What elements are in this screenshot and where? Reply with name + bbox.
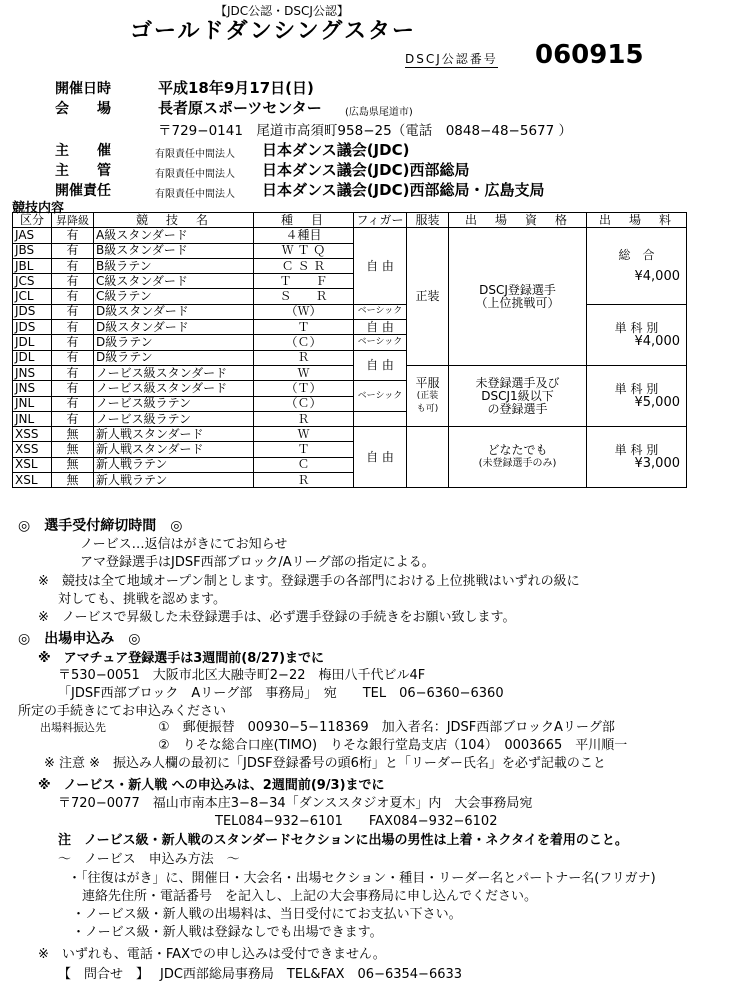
deadline-novice: ノービス…返信はがきにてお知らせ: [80, 537, 288, 552]
no-phone-note: ※ いずれも、電話・FAXでの申し込みは受付できません。: [38, 947, 386, 962]
row-event-name: B級ラテン: [94, 258, 254, 273]
row-promotion: 有: [52, 258, 94, 273]
row-code: JBL: [13, 258, 52, 273]
qualification-anyone-note: (未登録選手のみ): [478, 458, 557, 470]
row-event-name: D級スタンダード: [94, 304, 254, 319]
row-event-name: D級ラテン: [94, 335, 254, 350]
fee-single-n-label: 単 科 別: [614, 382, 659, 397]
venue-label: 会 場: [55, 101, 111, 117]
header-dress: 服装: [407, 213, 449, 228]
row-dance: （Ｃ）: [254, 396, 354, 411]
qualification-dscj-cell: [449, 228, 587, 366]
figure-basic-cell: ベーシック: [354, 381, 407, 412]
row-promotion: 無: [52, 442, 94, 457]
header-fee: 出 場 料: [587, 213, 687, 228]
figure-basic-cell: ベーシック: [354, 335, 407, 350]
row-dance: Ｒ: [254, 411, 354, 426]
row-dance: Ｔ: [254, 320, 354, 335]
dress-casual: 平服: [415, 375, 440, 390]
venue-value: 長者原スポーツセンター: [158, 99, 322, 117]
row-promotion: 有: [52, 335, 94, 350]
row-event-name: C級ラテン: [94, 289, 254, 304]
fee-single-x-cell: [587, 427, 687, 488]
fee-single-x-value: ¥3,000: [634, 456, 680, 472]
dress-casual-note-2: も可): [416, 403, 439, 414]
manager-corp: 有限責任中間法人: [155, 169, 235, 180]
responsible-value: 日本ダンス議会(JDC)西部総局・広島支局: [262, 181, 545, 199]
table-row: [13, 427, 687, 442]
row-code: JBS: [13, 243, 52, 258]
how-step-2: 連絡先住所・電話番号 を記入し、上記の大会事務局に申し込んでください。: [82, 889, 538, 904]
sponsor-corp: 有限責任中間法人: [155, 149, 235, 160]
contact-info: JDC西部総局事務局 TEL&FAX 06−6354−6633: [160, 967, 463, 982]
row-event-name: A級スタンダード: [94, 228, 254, 243]
row-promotion: 有: [52, 228, 94, 243]
qualification-unregistered-3: の登録選手: [487, 401, 548, 416]
row-code: JDL: [13, 350, 52, 365]
row-promotion: 有: [52, 320, 94, 335]
row-code: JDS: [13, 304, 52, 319]
row-promotion: 有: [52, 304, 94, 319]
row-promotion: 無: [52, 473, 94, 488]
row-promotion: 有: [52, 243, 94, 258]
transfer-label: 出場料振込先: [40, 721, 106, 734]
row-code: JNS: [13, 381, 52, 396]
responsible-label: 開催責任: [55, 183, 111, 199]
fee-single-n-cell: [587, 365, 687, 426]
deadline-heading: ◎ 選手受付締切時間 ◎: [18, 518, 183, 534]
venue-address: 〒729−0141 尾道市高須町958−25（電話 0848−48−5677 ）: [158, 123, 572, 139]
row-promotion: 無: [52, 457, 94, 472]
row-dance: Ｔ Ｆ: [254, 274, 354, 289]
row-code: JAS: [13, 228, 52, 243]
registration-label: DSCJ公認番号: [405, 52, 498, 66]
figure-empty-cell: [354, 411, 407, 426]
figure-basic-cell: ベーシック: [354, 304, 407, 319]
header-figure: フィガー: [354, 213, 407, 228]
apply-address-2: 「JDSF西部ブロック Aリーグ部 事務局」 宛 TEL 06−6360−6360: [58, 686, 504, 701]
row-event-name: ノービス級ラテン: [94, 396, 254, 411]
manager-value: 日本ダンス議会(JDC)西部総局: [262, 161, 470, 179]
row-code: XSL: [13, 457, 52, 472]
dress-casual-note-1: (正装: [416, 390, 439, 401]
events-title: 競技内容: [12, 201, 65, 216]
apply-procedure: 所定の手続きにてお申込みください: [18, 704, 227, 719]
figure-free-cell: 自 由: [354, 427, 407, 488]
row-event-name: C級スタンダード: [94, 274, 254, 289]
row-promotion: 有: [52, 396, 94, 411]
bank-resona: ② りそな総合口座(TIMO) りそな銀行堂島支店（104） 0003665 平川順一: [158, 738, 628, 753]
row-promotion: 有: [52, 274, 94, 289]
registration-number: 060915: [535, 40, 644, 70]
fee-single-n-value: ¥5,000: [634, 395, 680, 411]
row-event-name: 新人戦ラテン: [94, 473, 254, 488]
apply-amateur: ※ アマチュア登録選手は3週間前(8/27)までに: [38, 651, 325, 666]
row-event-name: 新人戦スタンダード: [94, 442, 254, 457]
table-row: [13, 228, 687, 243]
fee-total-label: 総 合: [618, 248, 655, 263]
sponsor-value: 日本ダンス議会(JDC): [262, 141, 410, 159]
row-dance: Ｃ: [254, 457, 354, 472]
apply-address-3: 〒720−0077 福山市南本庄3−8−34「ダンススタジオ夏木」内 大会事務局宛: [58, 796, 533, 811]
row-event-name: 新人戦ラテン: [94, 457, 254, 472]
qualification-anyone: どなたでも: [487, 443, 548, 458]
qualification-dscj-note: （上位挑戦可）: [475, 295, 560, 310]
row-dance: Ｒ: [254, 350, 354, 365]
row-dance: Ｃ Ｓ Ｒ: [254, 258, 354, 273]
dress-casual-cell: [407, 365, 449, 426]
header-dance: 種 目: [254, 213, 354, 228]
deadline-note-2: ※ ノービスで昇級した未登録選手は、必ず選手登録の手続きをお願い致します。: [38, 610, 516, 625]
row-promotion: 有: [52, 289, 94, 304]
row-dance: Ｓ Ｒ: [254, 289, 354, 304]
row-code: XSS: [13, 427, 52, 442]
row-code: XSS: [13, 442, 52, 457]
row-promotion: 有: [52, 350, 94, 365]
row-promotion: 無: [52, 427, 94, 442]
row-code: JDL: [13, 335, 52, 350]
qualification-unregistered-1: 未登録選手及び: [475, 375, 560, 390]
fee-total-value: ¥4,000: [634, 269, 680, 285]
dress-empty-cell: [407, 427, 449, 488]
certification-label: 【JDC公認・DSCJ公認】: [215, 4, 349, 18]
qualification-unregistered-2: DSCJ1級以下: [481, 388, 554, 403]
row-dance: Ｗ Ｔ Ｑ: [254, 243, 354, 258]
row-dance: Ｗ: [254, 427, 354, 442]
row-dance: Ｗ: [254, 365, 354, 380]
table-header-row: [13, 213, 687, 228]
row-dance: （Ｃ）: [254, 335, 354, 350]
row-event-name: D級ラテン: [94, 350, 254, 365]
row-code: JCL: [13, 289, 52, 304]
table-row: [13, 365, 687, 380]
row-event-name: B級スタンダード: [94, 243, 254, 258]
row-promotion: 有: [52, 365, 94, 380]
deadline-amateur: アマ登録選手はJDSF西部ブロック/Aリーグ部の指定による。: [80, 555, 435, 570]
fee-single-d-value: ¥4,000: [634, 333, 680, 349]
row-code: JDS: [13, 320, 52, 335]
figure-free-cell: 自 由: [354, 228, 407, 304]
apply-heading: ◎ 出場申込み ◎: [18, 631, 141, 647]
transfer-note: ※ 注意 ※ 振込み人欄の最初に「JDSF登録番号の頭6桁」と「リーダー氏名」を必ず記載のこと: [44, 756, 606, 771]
apply-novice: ※ ノービス・新人戦 への申込みは、2週間前(9/3)までに: [38, 778, 385, 793]
page-title: ゴールドダンシングスター: [130, 19, 417, 44]
qualification-unregistered-cell: [449, 365, 587, 426]
header-event-name: 競 技 名: [94, 213, 254, 228]
qualification-anyone-cell: [449, 427, 587, 488]
row-promotion: 有: [52, 411, 94, 426]
fee-single-x-label: 単 科 別: [614, 443, 659, 458]
fee-single-d-cell: [587, 304, 687, 365]
manager-label: 主 管: [55, 163, 111, 179]
date-label: 開催日時: [55, 81, 111, 97]
header-promotion: 昇降級: [52, 213, 94, 228]
row-event-name: ノービス級ラテン: [94, 411, 254, 426]
how-step-4: ・ノービス級・新人戦は登録なしでも出場できます。: [72, 925, 383, 940]
row-dance: （Ｗ）: [254, 304, 354, 319]
fee-single-d-label: 単 科 別: [614, 320, 659, 335]
header-code: 区分: [13, 213, 52, 228]
header-qualification: 出 場 資 格: [449, 213, 587, 228]
deadline-note-1a: ※ 競技は全て地域オープン制とします。登録選手の各部門における上位挑戦はいずれの級に: [38, 574, 580, 589]
row-event-name: 新人戦スタンダード: [94, 427, 254, 442]
row-code: JNL: [13, 396, 52, 411]
row-code: JNL: [13, 411, 52, 426]
events-table: [12, 212, 687, 488]
row-code: XSL: [13, 473, 52, 488]
how-heading: 〜 ノービス 申込み方法 〜: [58, 852, 240, 867]
how-step-1: ・「往復はがき」に、開催日・大会名・出場セクション・種目・リーダー名とパートナー名(フリガナ): [68, 871, 656, 886]
row-event-name: D級スタンダード: [94, 320, 254, 335]
row-code: JCS: [13, 274, 52, 289]
apply-address-1: 〒530−0051 大阪市北区大融寺町2−22 梅田八千代ビル4F: [58, 668, 426, 683]
dress-formal-cell: 正装: [407, 228, 449, 366]
venue-note: (広島県尾道市): [345, 107, 413, 118]
row-promotion: 有: [52, 381, 94, 396]
deadline-note-1b: 対しても、挑戦を認めます。: [58, 592, 226, 607]
figure-free-cell: 自 由: [354, 320, 407, 335]
fee-total-cell: [587, 228, 687, 304]
responsible-corp: 有限責任中間法人: [155, 189, 235, 200]
row-code: JNS: [13, 365, 52, 380]
row-dance: （Ｔ）: [254, 381, 354, 396]
row-dance: Ｒ: [254, 473, 354, 488]
sponsor-label: 主 催: [55, 143, 111, 159]
row-event-name: ノービス級スタンダード: [94, 381, 254, 396]
bank-postal: ① 郵便振替 00930−5−118369 加入者名：JDSF西部ブロックAリーグ部: [158, 720, 615, 735]
figure-free-cell: 自 由: [354, 350, 407, 381]
qualification-dscj: DSCJ登録選手: [479, 282, 556, 297]
contact-label: 【 問合せ 】: [58, 967, 150, 982]
apply-tel-fax: TEL084−932−6101 FAX084−932−6102: [215, 814, 498, 829]
date-value: 平成18年9月17日(日): [158, 79, 314, 97]
row-event-name: ノービス級スタンダード: [94, 365, 254, 380]
row-dance: Ｔ: [254, 442, 354, 457]
row-dance: ４種目: [254, 228, 354, 243]
dress-note: 注 ノービス級・新人戦のスタンダードセクションに出場の男性は上着・ネクタイを着用のこと。: [58, 833, 628, 848]
how-step-3: ・ノービス級・新人戦の出場料は、当日受付にてお支払い下さい。: [72, 907, 462, 922]
